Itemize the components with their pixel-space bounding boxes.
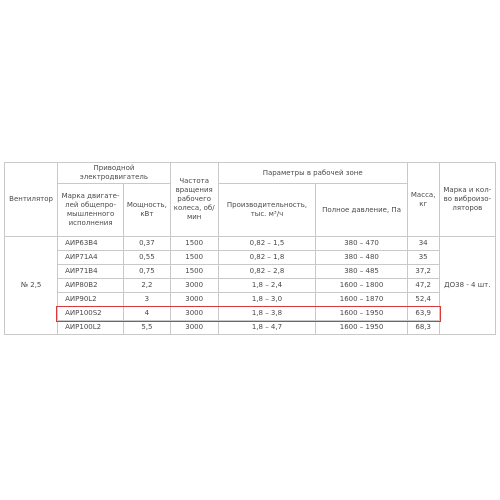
- cell-mass: 52,4: [407, 293, 439, 307]
- table-row: [5, 251, 496, 265]
- cell-brand: АИР100S2: [58, 307, 124, 321]
- cell-freq: 1500: [170, 265, 218, 279]
- cell-productivity: 0,82 – 1,8: [218, 251, 316, 265]
- cell-brand: АИР71В4: [58, 265, 124, 279]
- table-row: [5, 279, 496, 293]
- table-row-highlighted: [5, 307, 496, 321]
- header-power: Мощность, кВт: [124, 184, 171, 237]
- cell-mass: 63,9: [407, 307, 439, 321]
- spec-table-wrapper: [4, 162, 496, 335]
- cell-brand: АИР100L2: [58, 321, 124, 335]
- cell-productivity: 0,82 – 1,5: [218, 237, 316, 251]
- cell-mass: 35: [407, 251, 439, 265]
- cell-mass: 34: [407, 237, 439, 251]
- header-motor-group: Приводной электродвигатель: [58, 163, 171, 184]
- header-work-zone-group: Параметры в рабочей зоне: [218, 163, 407, 184]
- header-mass: Масса, кг: [407, 163, 439, 237]
- cell-power: 2,2: [124, 279, 171, 293]
- cell-productivity: 1,8 – 3,0: [218, 293, 316, 307]
- table-row: [5, 293, 496, 307]
- cell-mass: 37,2: [407, 265, 439, 279]
- cell-power: 0,37: [124, 237, 171, 251]
- cell-pressure: 1600 – 1870: [316, 293, 407, 307]
- fan-model-cell: № 2,5: [5, 237, 58, 335]
- header-vibro-isolators: Марка и кол-во виброизо-ляторов: [439, 163, 495, 237]
- cell-pressure: 1600 – 1950: [316, 307, 407, 321]
- cell-power: 4: [124, 307, 171, 321]
- header-fan: Вентилятор: [5, 163, 58, 237]
- header-pressure: Полное давление, Па: [316, 184, 407, 237]
- table-row: [5, 321, 496, 335]
- cell-brand: АИР71А4: [58, 251, 124, 265]
- cell-mass: 68,3: [407, 321, 439, 335]
- header-rotation-frequency: Частота вращения рабочего колеса, об/мин: [170, 163, 218, 237]
- header-motor-brand: Марка двигате-лей общепро-мышленного исполнения: [58, 184, 124, 237]
- cell-power: 0,55: [124, 251, 171, 265]
- cell-brand: АИР90L2: [58, 293, 124, 307]
- cell-power: 3: [124, 293, 171, 307]
- cell-freq: 3000: [170, 279, 218, 293]
- cell-freq: 3000: [170, 307, 218, 321]
- cell-pressure: 380 – 480: [316, 251, 407, 265]
- cell-pressure: 1600 – 1950: [316, 321, 407, 335]
- cell-freq: 1500: [170, 237, 218, 251]
- vibro-isolators-cell: ДО38 - 4 шт.: [439, 237, 495, 335]
- cell-power: 0,75: [124, 265, 171, 279]
- cell-productivity: 1,8 – 2,4: [218, 279, 316, 293]
- cell-pressure: 380 – 485: [316, 265, 407, 279]
- table-row: [5, 237, 496, 251]
- cell-brand: АИР63В4: [58, 237, 124, 251]
- cell-productivity: 0,82 – 2,8: [218, 265, 316, 279]
- cell-productivity: 1,8 – 3,8: [218, 307, 316, 321]
- cell-power: 5,5: [124, 321, 171, 335]
- cell-freq: 3000: [170, 293, 218, 307]
- header-productivity: Производительность, тыс. м³/ч: [218, 184, 316, 237]
- table-row: [5, 265, 496, 279]
- cell-brand: АИР80В2: [58, 279, 124, 293]
- cell-freq: 3000: [170, 321, 218, 335]
- cell-freq: 1500: [170, 251, 218, 265]
- cell-pressure: 1600 – 1800: [316, 279, 407, 293]
- cell-pressure: 380 – 470: [316, 237, 407, 251]
- cell-mass: 47,2: [407, 279, 439, 293]
- cell-productivity: 1,8 – 4,7: [218, 321, 316, 335]
- fan-spec-table: [4, 162, 496, 335]
